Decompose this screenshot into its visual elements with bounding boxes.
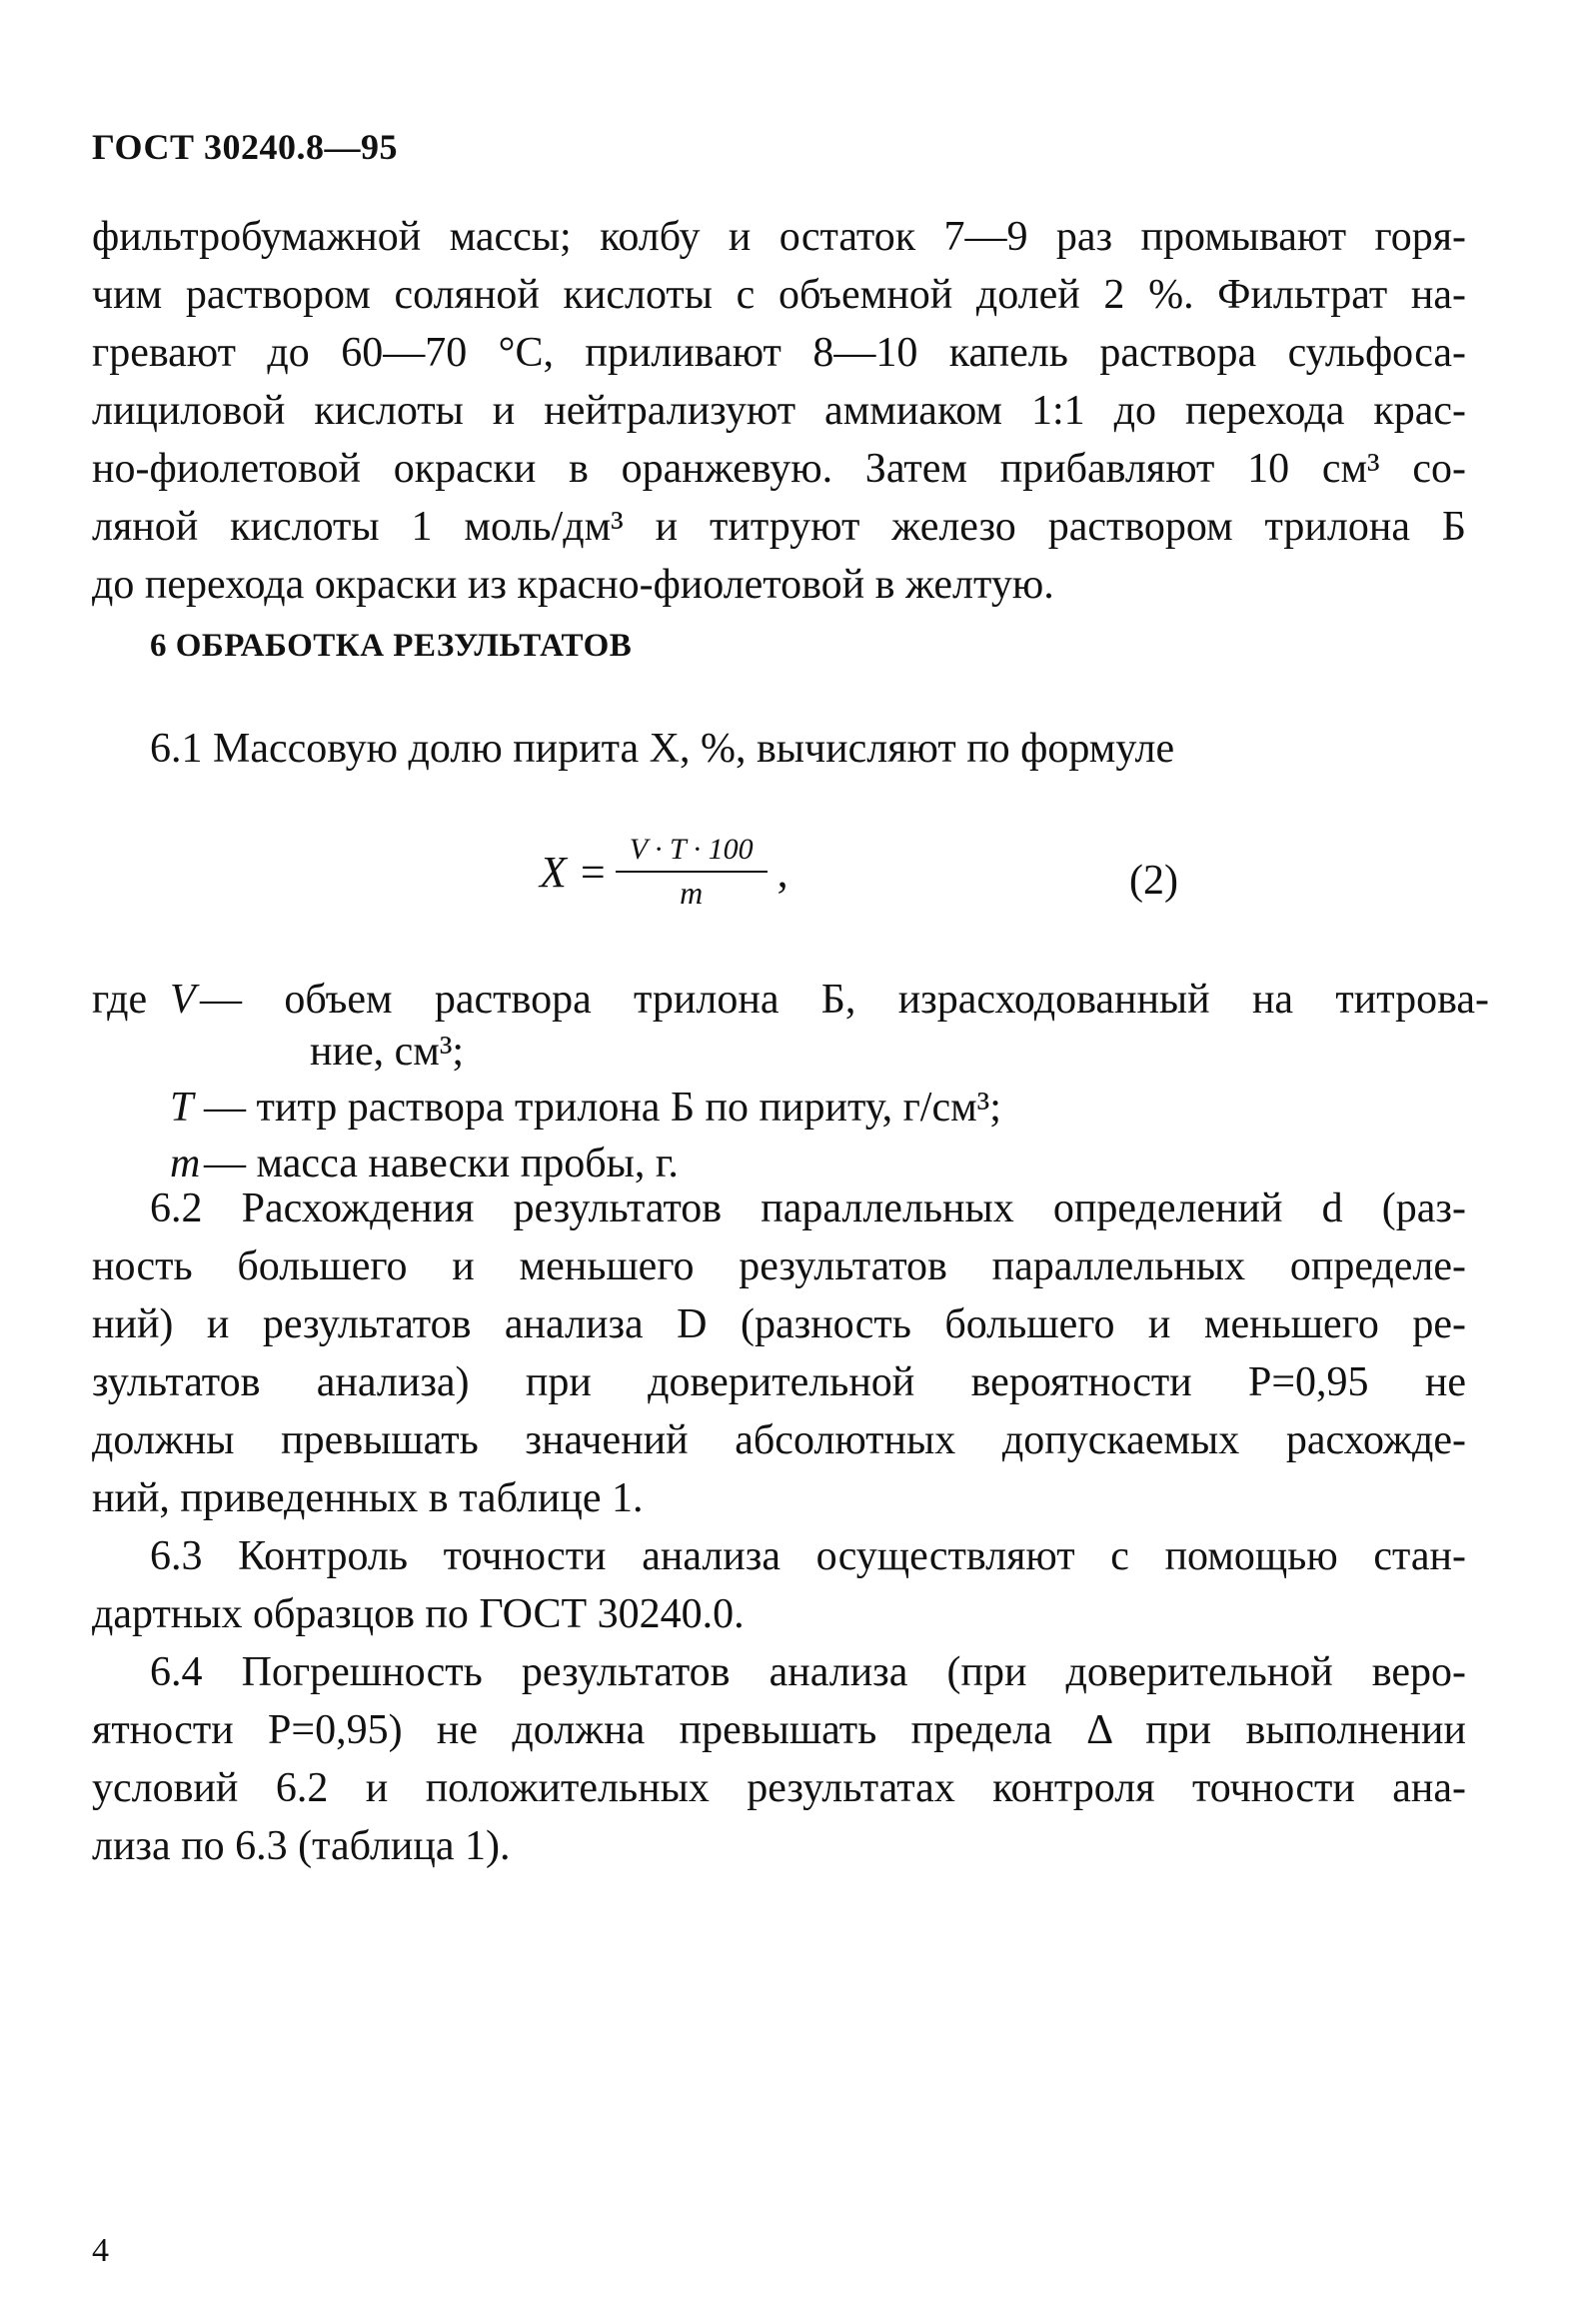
formula-denominator: m — [680, 875, 704, 911]
text-line: до перехода окраски из красно-фиолетовой в желтую. — [92, 562, 1054, 608]
formula-equals: = — [580, 847, 606, 897]
where-definition-continuation: ние, см³; — [310, 1029, 465, 1075]
formula-number: (2) — [1129, 858, 1178, 904]
where-item-v — [92, 974, 1491, 1026]
formula — [540, 835, 789, 909]
text-line: лиза по 6.3 (таблица 1). — [92, 1823, 511, 1869]
text-line: но-фиолетовой окраски в оранжевую. Затем прибавляют 10 см³ со- — [92, 446, 1466, 492]
document-header: ГОСТ 30240.8—95 — [92, 127, 398, 167]
intro-paragraph — [92, 208, 1466, 614]
where-symbol: T — [170, 1085, 194, 1131]
text-line: ний) и результатов анализа D (разность большего и меньшего ре- — [92, 1301, 1466, 1347]
formula-trailing-comma: , — [777, 847, 789, 897]
text-line: условий 6.2 и положительных результатах контроля точности ана- — [92, 1765, 1466, 1811]
formula-lhs: X — [540, 847, 567, 897]
page-number: 4 — [92, 2232, 109, 2269]
where-item-t — [92, 1082, 1491, 1134]
paragraph-6-3 — [92, 1527, 1466, 1643]
where-symbol: V — [170, 977, 196, 1023]
text-line: ний, приведенных в таблице 1. — [92, 1475, 644, 1521]
text-line: 6.4 Погрешность результатов анализа (при доверительной веро- — [150, 1649, 1466, 1695]
text-line: дартных образцов по ГОСТ 30240.0. — [92, 1591, 745, 1637]
where-item-v-cont — [92, 1026, 1491, 1078]
text-line: должны превышать значений абсолютных допускаемых расхожде- — [92, 1417, 1466, 1463]
paragraph-6-1 — [150, 720, 1469, 778]
paragraph-6-4 — [92, 1643, 1466, 1875]
text-line: лициловой кислоты и нейтрализуют аммиаком 1:1 до перехода крас- — [92, 388, 1466, 434]
where-definitions — [92, 974, 1491, 1189]
text-line: ляной кислоты 1 моль/дм³ и титруют железо раствором трилона Б — [92, 504, 1466, 550]
text-line: зультатов анализа) при доверительной вероятности P=0,95 не — [92, 1359, 1466, 1405]
text-line: 6.1 Массовую долю пирита X, %, вычисляют по формуле — [150, 726, 1175, 772]
text-line: ятности P=0,95) не должна превышать предела Δ при выполнении — [92, 1707, 1466, 1753]
formula-numerator: V · T · 100 — [616, 835, 768, 873]
text-line: фильтробумажной массы; колбу и остаток 7—9 раз промывают горя- — [92, 214, 1466, 260]
formula-fraction — [616, 835, 768, 909]
section-title: 6 ОБРАБОТКА РЕЗУЛЬТАТОВ — [150, 628, 633, 664]
where-symbol: m — [170, 1141, 201, 1186]
text-line: 6.3 Контроль точности анализа осуществляют с помощью стан- — [150, 1533, 1466, 1579]
text-line: ность большего и меньшего результатов параллельных определе- — [92, 1243, 1466, 1289]
text-line: гревают до 60—70 °С, приливают 8—10 капель раствора сульфоса- — [92, 330, 1466, 376]
paragraph-6-2 — [92, 1179, 1466, 1527]
where-lead: где — [92, 977, 148, 1023]
where-definition: — титр раствора трилона Б по пириту, г/см³; — [204, 1085, 1001, 1131]
where-definition: — объем раствора трилона Б, израсходованный на титрова- — [200, 977, 1489, 1023]
text-line: 6.2 Расхождения результатов параллельных определений d (раз- — [150, 1185, 1466, 1231]
text-line: чим раствором соляной кислоты с объемной долей 2 %. Фильтрат на- — [92, 272, 1466, 318]
where-definition: — масса навески пробы, г. — [204, 1141, 679, 1186]
